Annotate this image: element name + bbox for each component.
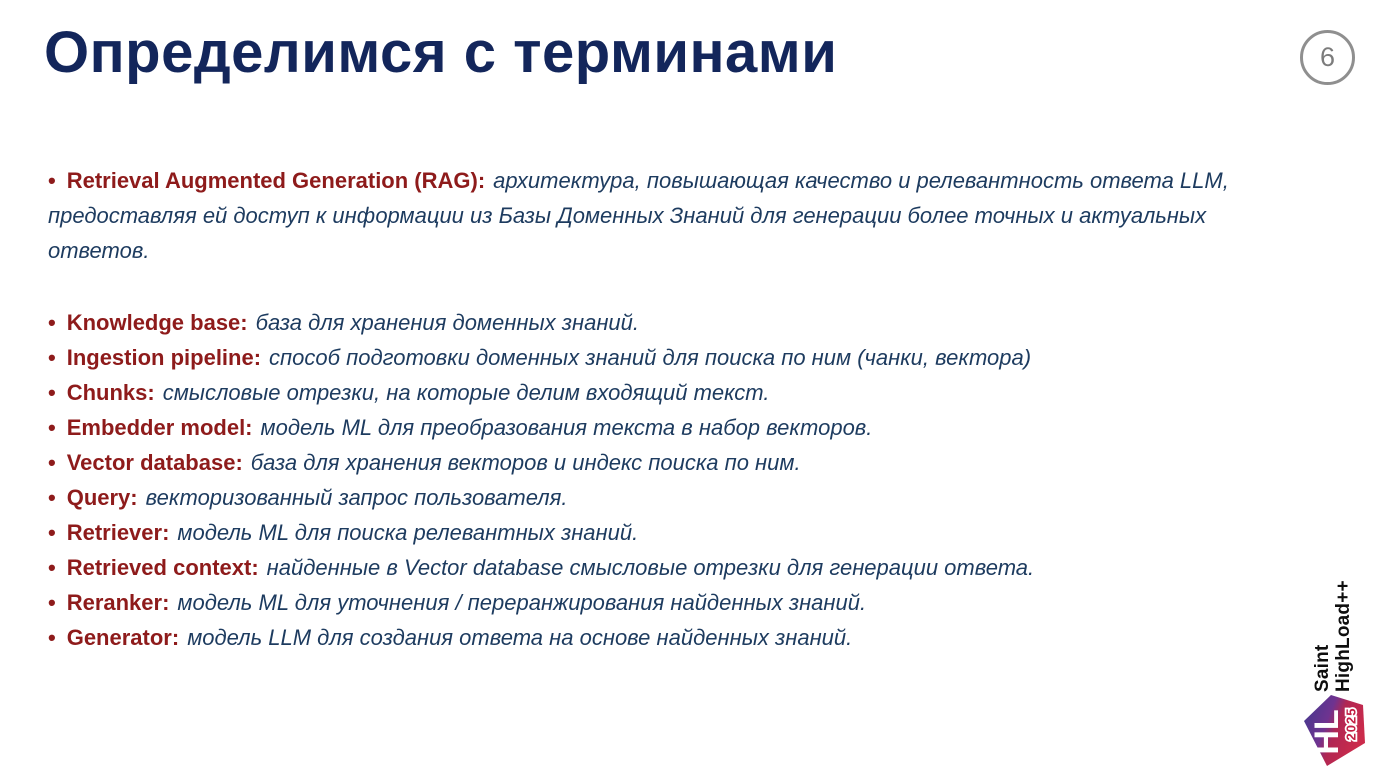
term-label: Ingestion pipeline: [66,345,262,370]
term-definition: модель ML для поиска релевантных знаний. [177,520,639,545]
term-item [48,305,1310,340]
term-item [48,340,1310,375]
definitions-content [48,163,1310,655]
term-label: Query: [66,485,138,510]
term-definition: база для хранения векторов и индекс поиска по ним. [250,450,801,475]
term-label: Retrieved context: [66,555,259,580]
term-definition: модель LLM для создания ответа на основе найденных знаний. [187,625,853,650]
term-item [48,620,1310,655]
term-item [48,410,1310,445]
term-item [48,445,1310,480]
term-definition: векторизованный запрос пользователя. [145,485,568,510]
badge-hl-letters: HL [1308,709,1346,755]
intro-definition [48,163,1258,268]
term-label: Vector database: [66,450,243,475]
badge-year: 2025 [1343,707,1359,741]
term-item [48,375,1310,410]
term-definition: архитектура, повышающая качество и релевантность ответа LLM, предоставляя ей доступ к информации из Базы Доменных Знаний для генерации более точных и актуальных ответов. [48,168,1229,263]
highload-badge-icon [1299,692,1375,772]
conference-logo-text [1312,558,1356,692]
page-number-badge [1300,30,1355,85]
term-definition: модель ML для уточнения / переранжирования найденных знаний. [177,590,867,615]
term-definition: найденные в Vector database смысловые отрезки для генерации ответа. [266,555,1035,580]
term-label: Generator: [66,625,180,650]
highload-badge [1299,692,1375,772]
page-number: 6 [1319,42,1336,72]
term-label: Retriever: [66,520,170,545]
term-label: Retrieval Augmented Generation (RAG): [66,168,486,193]
term-definition: база для хранения доменных знаний. [255,310,640,335]
page-title: Определимся с терминами [44,20,838,85]
terms-list [48,305,1310,655]
term-definition: модель ML для преобразования текста в набор векторов. [260,415,873,440]
conference-logo-text-lines [1312,558,1356,692]
term-item [48,550,1310,585]
term-item [48,585,1310,620]
term-label: Chunks: [66,380,155,405]
term-item [48,480,1310,515]
logo-line-highload: HighLoad++ [1333,580,1354,692]
term-label: Knowledge base: [66,310,248,335]
term-label: Embedder model: [66,415,253,440]
term-item [48,515,1310,550]
term-definition: смысловые отрезки, на которые делим входящий текст. [162,380,770,405]
term-definition: способ подготовки доменных знаний для поиска по ним (чанки, вектора) [269,345,1032,370]
logo-line-saint: Saint [1312,644,1333,692]
term-label: Reranker: [66,590,170,615]
